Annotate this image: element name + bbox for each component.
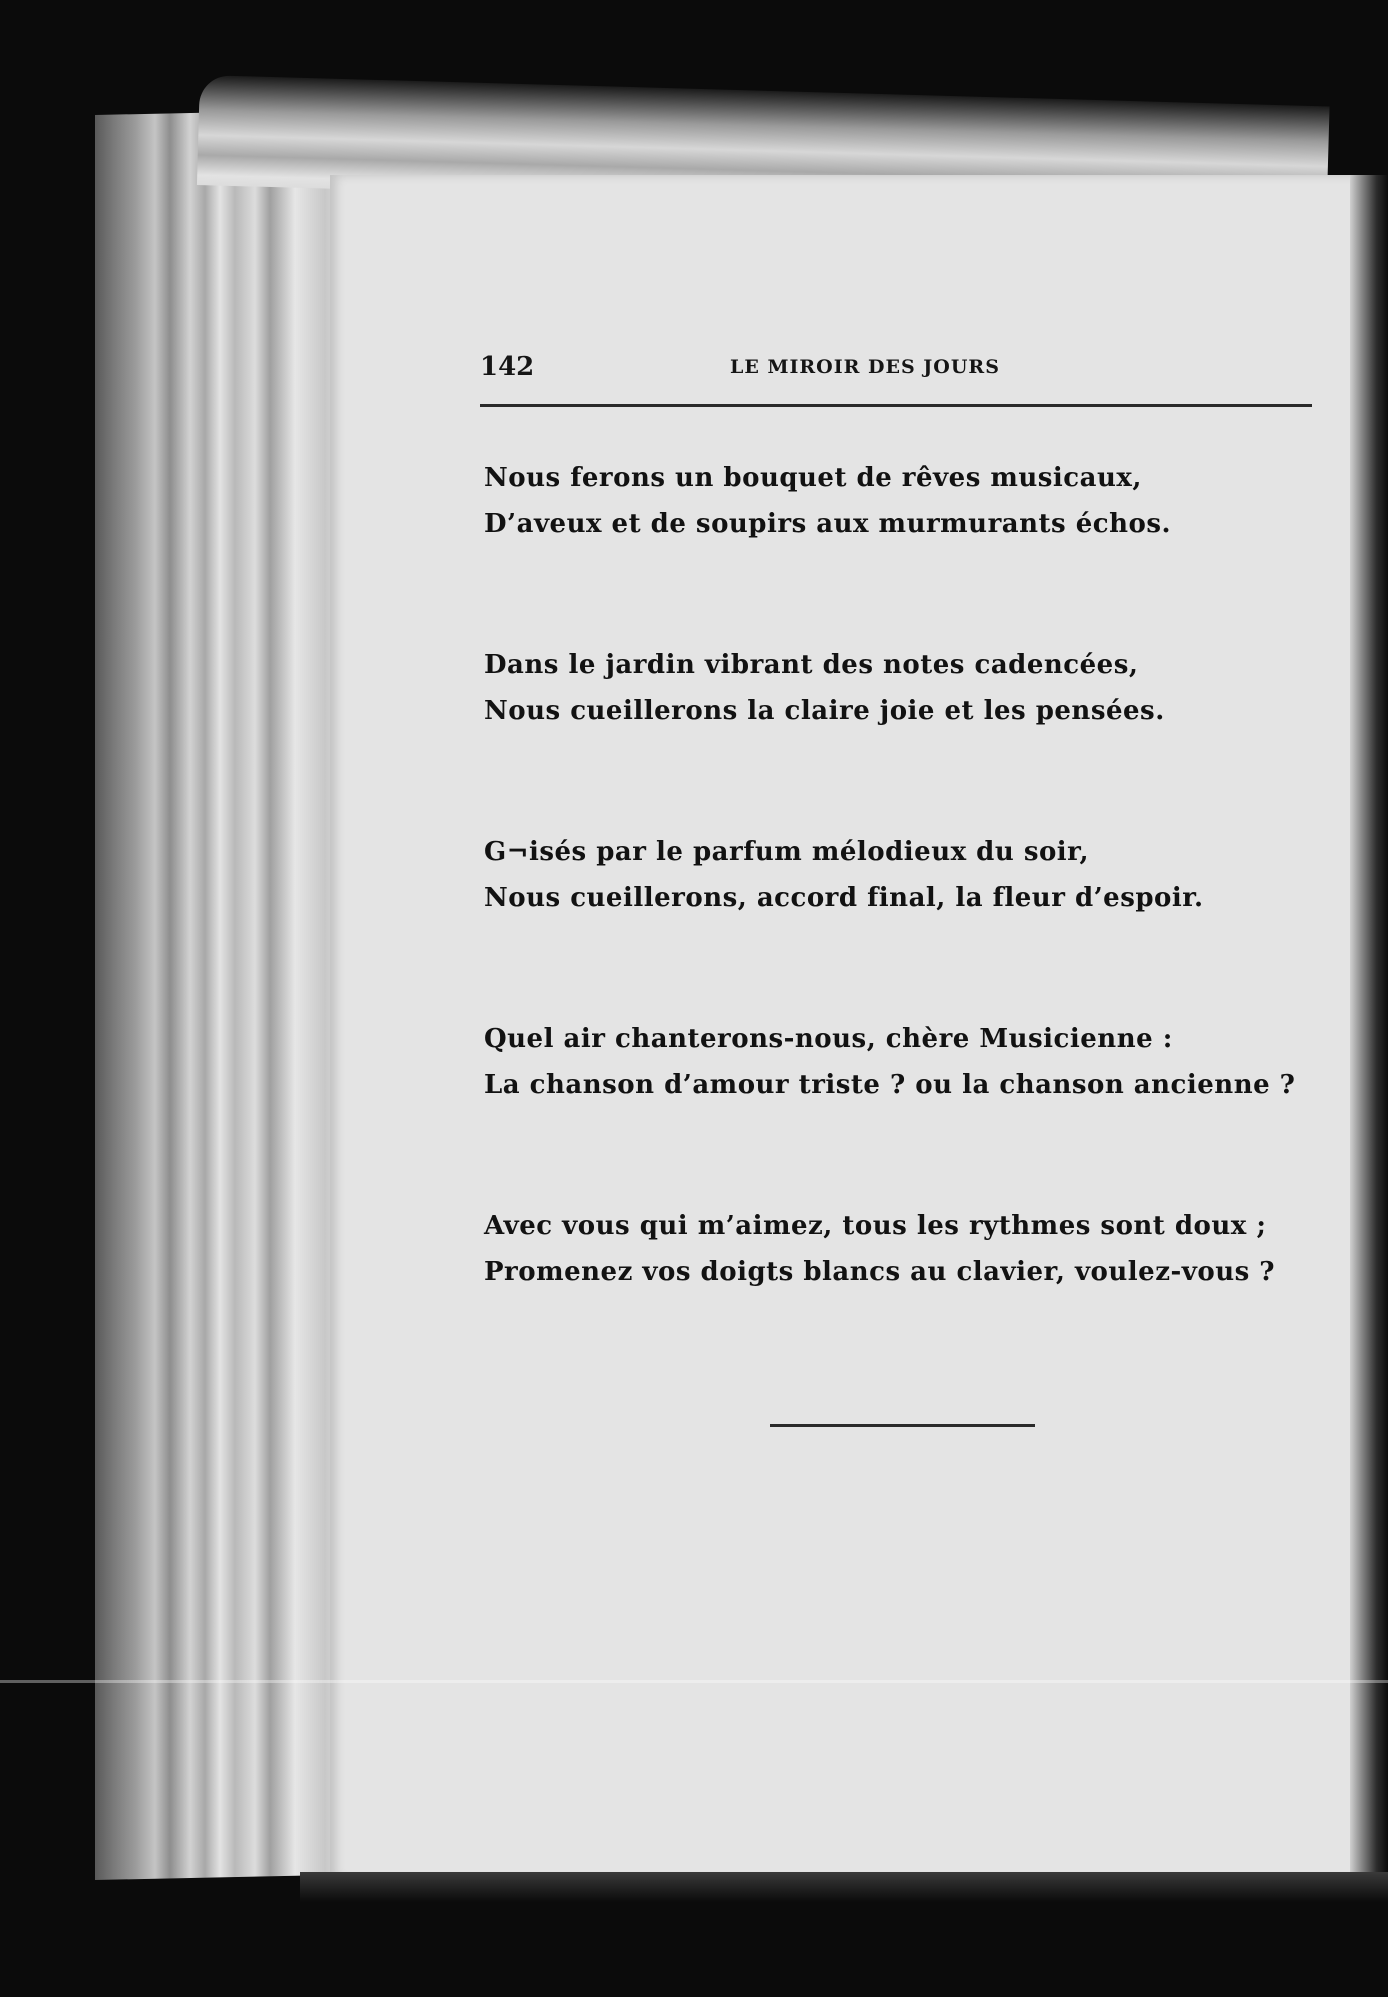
page-header <box>480 352 1310 392</box>
poem-line: Avec vous qui m’aimez, tous les rythmes sont doux ; <box>484 1211 1267 1241</box>
page-bottom-shadow <box>300 1872 1388 1902</box>
end-rule <box>770 1424 1035 1427</box>
poem-line: Promenez vos doigts blancs au clavier, voulez-vous ? <box>484 1257 1276 1287</box>
stanza-1 <box>484 455 1324 547</box>
running-title: LE MIROIR DES JOURS <box>730 356 1000 378</box>
stanza-3 <box>484 829 1324 921</box>
poem-line: D’aveux et de soupirs aux murmurants échos. <box>484 509 1172 539</box>
page-number: 142 <box>480 352 535 382</box>
poem-line: Nous cueillerons, accord final, la fleur d’espoir. <box>484 883 1204 913</box>
page-right-shadow <box>1350 175 1388 1880</box>
poem-line: Nous cueillerons la claire joie et les pensées. <box>484 696 1165 726</box>
header-rule <box>480 404 1312 407</box>
poem-line: Dans le jardin vibrant des notes cadencées, <box>484 650 1139 680</box>
scan-artifact-line <box>0 1680 1388 1683</box>
poem-line: Quel air chanterons-nous, chère Musicienne : <box>484 1024 1173 1054</box>
poem-line: G¬isés par le parfum mélodieux du soir, <box>484 837 1090 867</box>
stanza-2 <box>484 642 1324 734</box>
poem-line: La chanson d’amour triste ? ou la chanson ancienne ? <box>484 1070 1296 1100</box>
poem-line: Nous ferons un bouquet de rêves musicaux, <box>484 463 1142 493</box>
stanza-4 <box>484 1016 1324 1108</box>
poem <box>484 455 1324 1390</box>
stanza-5 <box>484 1203 1324 1295</box>
